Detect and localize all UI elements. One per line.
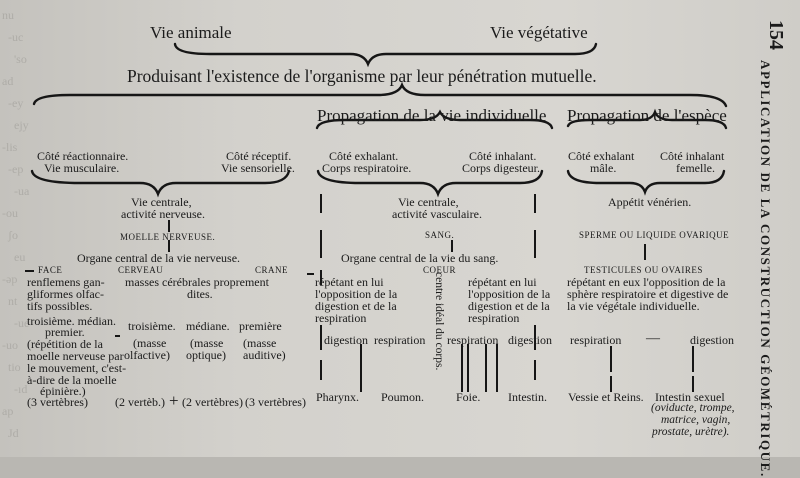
- intestin-sexuel: Intestin sexuel: [655, 390, 725, 404]
- bleed-through-fragment: nt: [8, 294, 18, 308]
- optique: optique): [186, 348, 226, 362]
- repetant-right-4: respiration: [468, 311, 520, 325]
- bleed-through-fragment: -uo: [2, 338, 18, 352]
- oviducte-line: (oviducte, trompe,: [651, 402, 735, 414]
- bleed-through-fragment: ejy: [14, 118, 29, 132]
- moelle-nerveuse: MOELLE NERVEUSE.: [120, 232, 216, 242]
- foie: Foie.: [456, 390, 481, 404]
- intestin: Intestin.: [508, 390, 547, 404]
- organe-central-sang: Organe central de la vie du sang.: [341, 251, 499, 265]
- repetition-5: épinière.): [40, 384, 86, 398]
- repetition-4: à-dire de la moelle: [27, 373, 117, 387]
- cote-exhalant-1: Côté exhalant.: [329, 149, 399, 163]
- organe-central-nerveuse: Organe central de la vie nerveuse.: [77, 251, 241, 265]
- cote-exhalant-2: Côté exhalant: [568, 149, 635, 163]
- bleed-through-fragment: -ep: [8, 162, 24, 176]
- troisieme-2: troisième.: [128, 319, 176, 333]
- femelle: femelle.: [676, 161, 715, 175]
- face-label: FACE: [38, 265, 63, 275]
- page-number: 154: [765, 20, 787, 50]
- premiere: première: [239, 319, 282, 333]
- matrice-line: matrice, vagin,: [661, 414, 731, 426]
- corps-respiratoire: Corps respiratoire.: [322, 161, 412, 175]
- cote-receptif: Côté réceptif.: [226, 149, 292, 163]
- espece-digestion: digestion: [690, 333, 734, 347]
- repetant-left-1: répétant en lui: [315, 275, 384, 289]
- propagation-espece-heading: Propagation de l'espèce: [567, 106, 727, 125]
- masse-3: (masse: [243, 336, 277, 350]
- digestion-2: digestion: [508, 333, 552, 347]
- espece-repetant-3: la vie végétale individuelle.: [567, 299, 700, 313]
- bleed-through-fragment: -ou: [2, 206, 18, 220]
- vie-animale-heading: Vie animale: [150, 23, 232, 42]
- plus-sign: +: [169, 391, 179, 410]
- bleed-through-fragment: -ey: [8, 96, 24, 110]
- premier: premier.: [45, 325, 85, 339]
- bleed-through-fragment: ap: [2, 404, 14, 418]
- respiration-1: respiration: [374, 333, 426, 347]
- vessie-et-reins: Vessie et Reins.: [568, 390, 644, 404]
- vertebres-1: (3 vertèbres): [27, 395, 88, 409]
- repetant-right-1: répétant en lui: [468, 275, 537, 289]
- male: mâle.: [590, 161, 617, 175]
- olfactive: olfactive): [124, 348, 170, 362]
- bleed-through-fragment: 'so: [14, 52, 27, 66]
- sang-label: SANG.: [425, 230, 455, 240]
- bleed-through-fragment: -əp: [2, 272, 18, 286]
- vie-centrale-nerveuse: Vie centrale,: [131, 195, 192, 209]
- running-title: APPLICATION DE LA CONSTRUCTION GÉOMÉTRIQUE.: [758, 60, 773, 478]
- bleed-through-fragment: Jd: [8, 426, 19, 440]
- poumon: Poumon.: [381, 390, 425, 404]
- activite-nerveuse: activité nerveuse.: [121, 207, 205, 221]
- vertebres-4: (3 vertèbres): [245, 395, 306, 409]
- face-text-3: tifs possibles.: [27, 299, 93, 313]
- espece-dash: —: [646, 331, 660, 346]
- repetition-2: moelle nerveuse par: [27, 349, 124, 363]
- bleed-through-fragment: eu: [14, 250, 26, 264]
- face-text-2: gliformes olfac-: [27, 287, 104, 301]
- auditive: auditive): [243, 348, 286, 362]
- masse-2: (masse: [190, 336, 224, 350]
- cote-inhalant-2: Côté inhalant: [660, 149, 725, 163]
- vertebres-3: (2 vertèbres): [182, 395, 243, 409]
- activite-vasculaire: activité vasculaire.: [392, 207, 482, 221]
- vie-musculaire: Vie musculaire.: [44, 161, 120, 175]
- bleed-through-fragment: nu: [2, 8, 14, 22]
- produisant-heading: Produisant l'existence de l'organisme par leur pénétration mutuelle.: [127, 66, 597, 86]
- espece-repetant-2: sphère respiratoire et digestive de: [567, 287, 729, 301]
- respiration-2: respiration: [447, 333, 499, 347]
- digestion-1: digestion: [324, 333, 368, 347]
- cerveau-text-2: dites.: [187, 287, 213, 301]
- propagation-individuelle-heading: Propagation de la vie individuelle: [317, 106, 547, 125]
- bleed-through-fragment: -lis: [2, 140, 18, 154]
- vie-vegetative-heading: Vie végétative: [490, 23, 588, 42]
- repetition-3: le mouvement, c'est-: [27, 361, 127, 375]
- repetant-right-3: digestion et de la: [468, 299, 550, 313]
- bleed-through-fragment: -uc: [8, 30, 24, 44]
- espece-respiration: respiration: [570, 333, 622, 347]
- masse-1: (masse: [133, 336, 167, 350]
- bleed-through-fragment: -ıd: [14, 382, 28, 396]
- bleed-through-fragment: ʃo: [8, 228, 18, 242]
- prostate-line: prostate, urètre).: [652, 426, 730, 438]
- vie-centrale-vasculaire: Vie centrale,: [398, 195, 459, 209]
- repetant-right-2: l'opposition de la: [468, 287, 551, 301]
- bleed-through-fragment: tio: [8, 360, 21, 374]
- troisieme-median: troisième. médian.: [27, 314, 116, 328]
- bleed-through-fragment: -ua: [14, 184, 30, 198]
- repetition-1: (répétition de la: [27, 337, 103, 351]
- repetant-left-2: l'opposition de la: [315, 287, 398, 301]
- cote-reactionnaire: Côté réactionnaire.: [37, 149, 129, 163]
- bleed-through-fragment: -ue: [14, 316, 30, 330]
- mediane: médiane.: [186, 319, 230, 333]
- bleed-through-fragment: ad: [2, 74, 14, 88]
- appetit-venerien: Appétit vénérien.: [608, 195, 692, 209]
- testicules-label: TESTICULES OU OVAIRES: [584, 265, 703, 275]
- sperme-label: SPERME OU LIQUIDE OVARIQUE: [579, 230, 730, 240]
- vertebres-2: (2 vertèb.): [115, 395, 165, 409]
- coeur-label: COEUR: [423, 265, 457, 275]
- cerveau-text-1: masses cérébrales proprement: [125, 275, 269, 289]
- face-text-1: renflemens gan-: [27, 275, 105, 289]
- centre-ideal-vertical: centre idéal du corps.: [433, 272, 445, 371]
- pharynx: Pharynx.: [316, 390, 359, 404]
- repetant-left-3: digestion et de la: [315, 299, 397, 313]
- vie-sensorielle: Vie sensorielle.: [221, 161, 295, 175]
- espece-repetant-1: répétant en eux l'opposition de la: [567, 275, 726, 289]
- repetant-left-4: respiration: [315, 311, 367, 325]
- cerveau-label: CERVEAU: [118, 265, 164, 275]
- crane-label: CRANE: [255, 265, 289, 275]
- corps-digesteur: Corps digesteur.: [462, 161, 540, 175]
- cote-inhalant-1: Côté inhalant.: [469, 149, 537, 163]
